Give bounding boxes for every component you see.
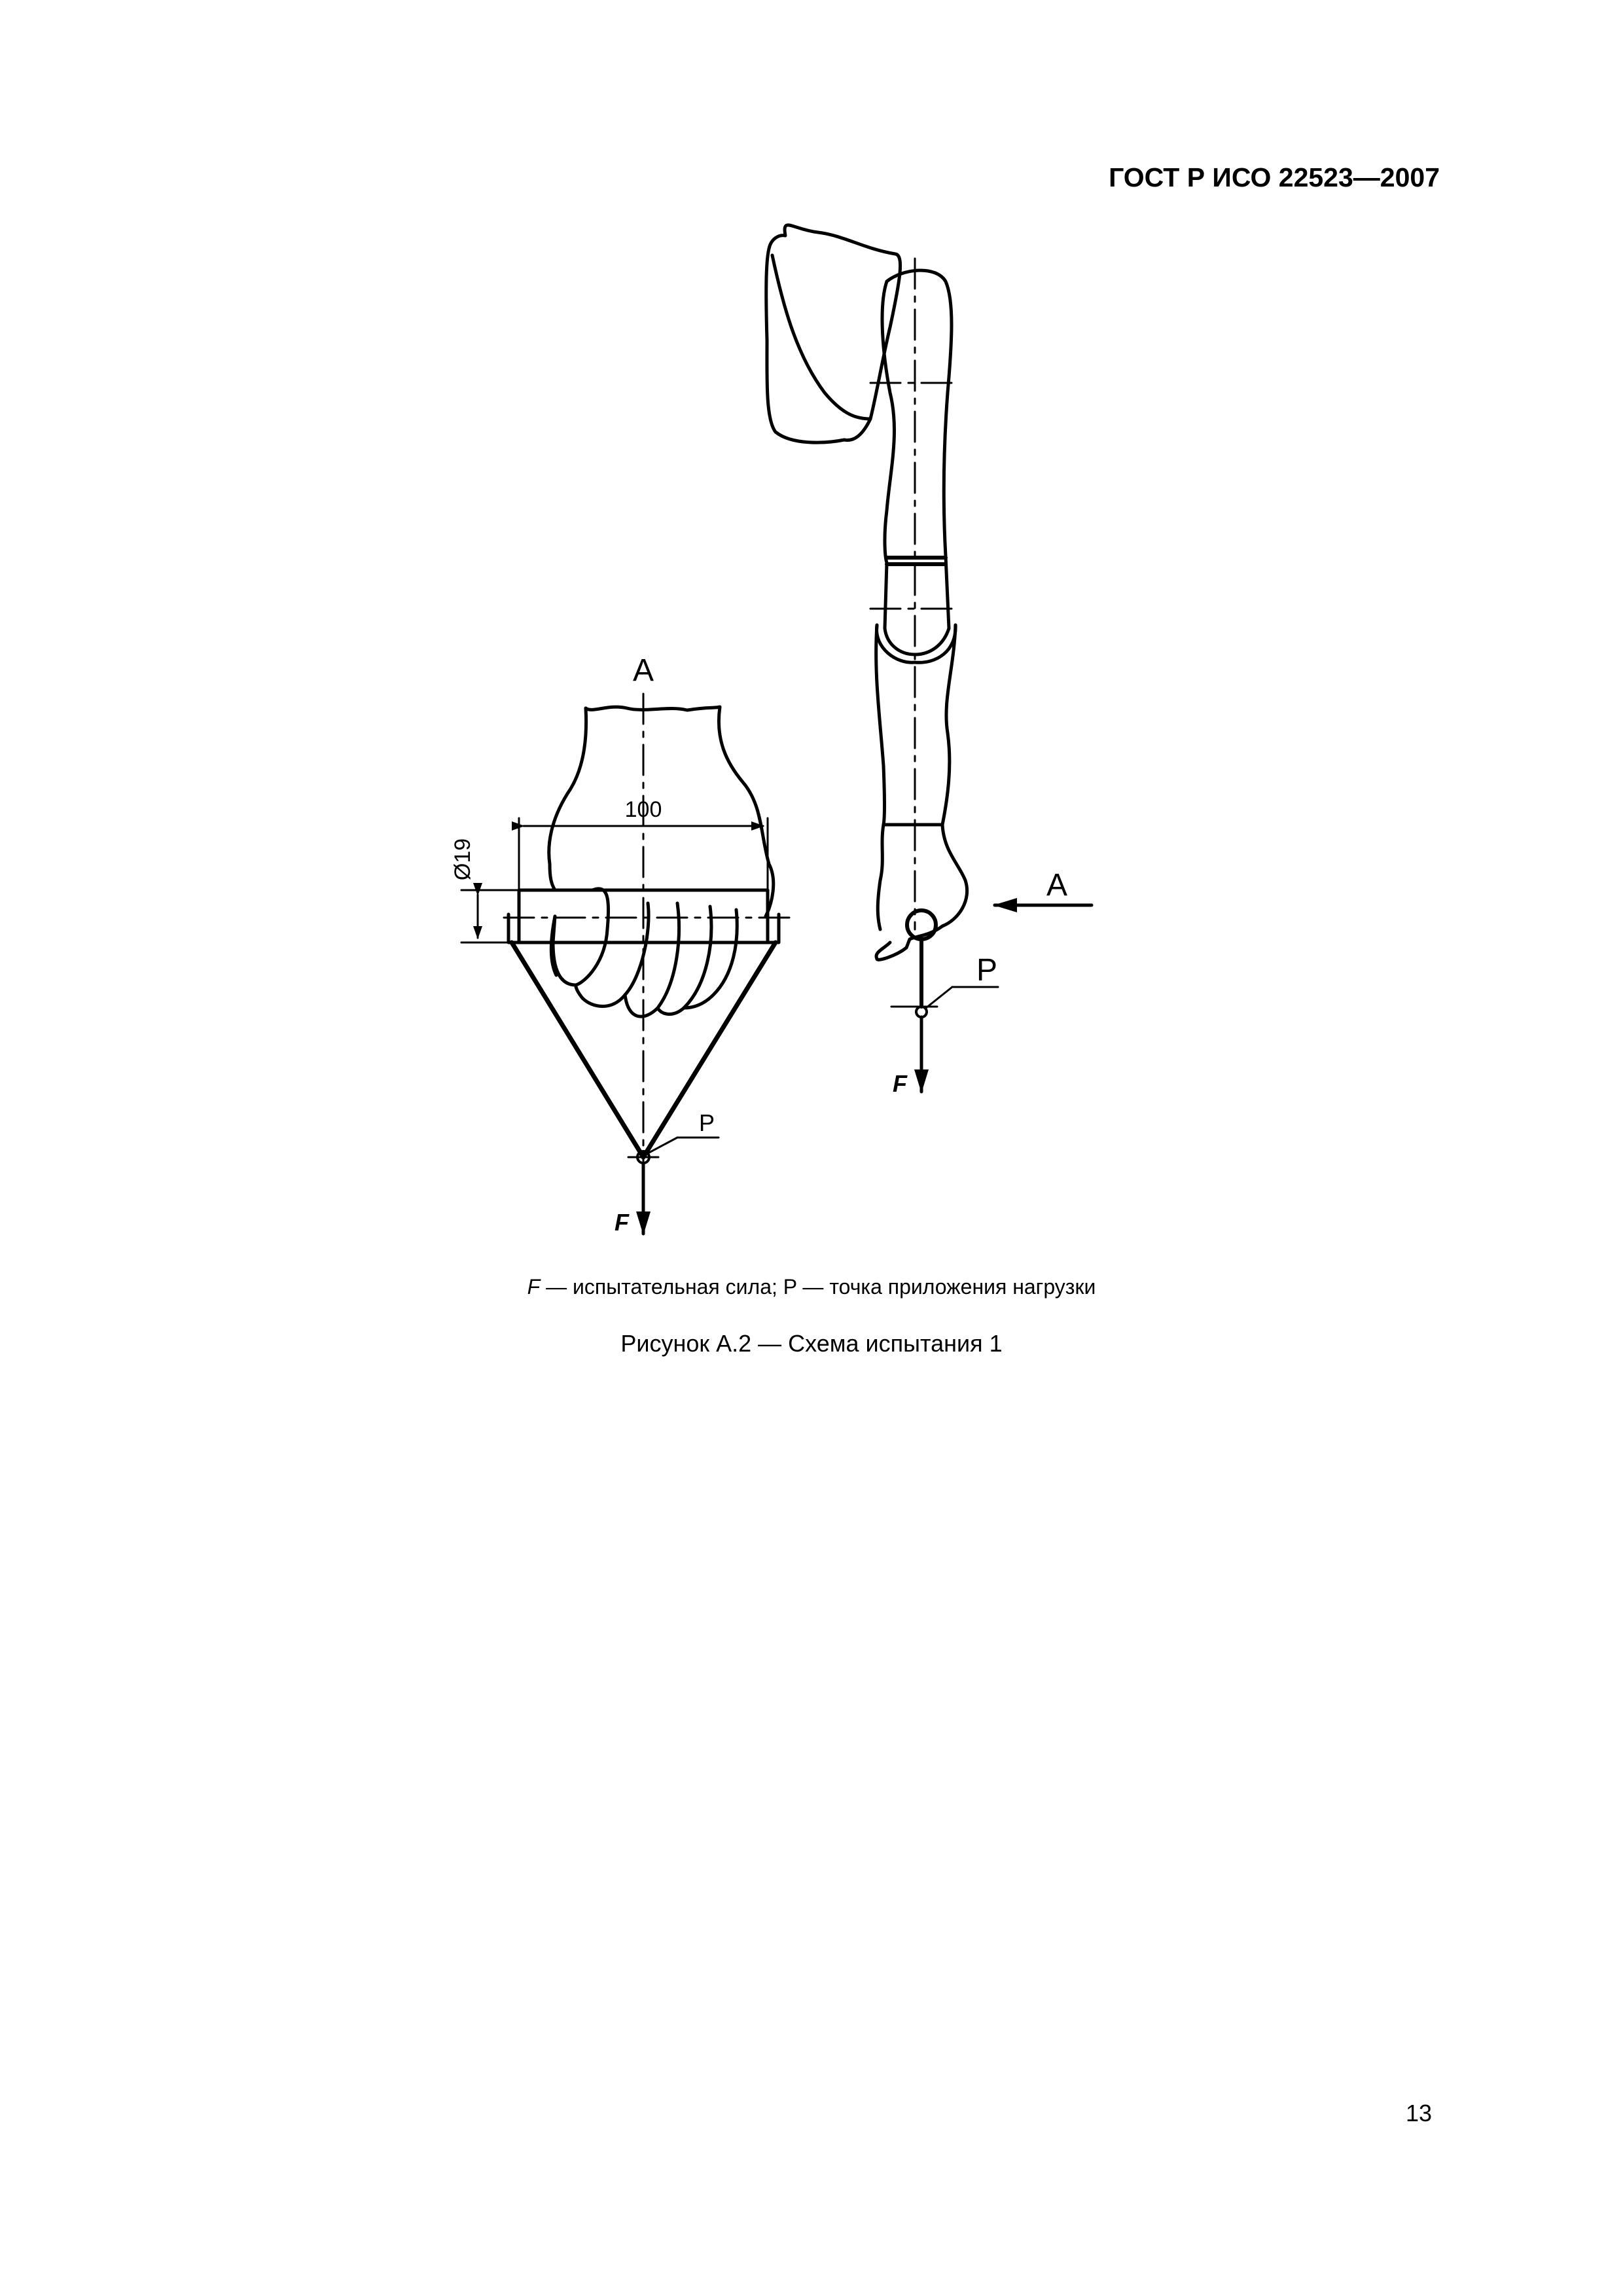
view-label-left: A <box>632 653 654 688</box>
elbow <box>885 628 949 655</box>
hanger-left-leg <box>512 942 643 1157</box>
force-label-right: F <box>893 1070 907 1097</box>
document-header: ГОСТ Р ИСО 22523—2007 <box>1109 162 1440 192</box>
page-number: 13 <box>1405 2100 1432 2126</box>
upper-arm <box>887 270 952 628</box>
point-label-left: P <box>698 1109 715 1136</box>
figure-legend <box>0 1275 1623 1299</box>
finger-3 <box>625 903 679 1016</box>
figure-caption: Рисунок А.2 — Схема испытания 1 <box>620 1330 1003 1357</box>
forearm <box>876 625 885 825</box>
force-label-left: F <box>615 1209 629 1236</box>
legend-f-symbol: F <box>527 1275 541 1299</box>
shoulder-block <box>766 225 901 442</box>
legend-text: — испытательная сила; P — точка приложения нагрузки <box>540 1275 1096 1299</box>
wrist-left-edge <box>549 708 586 890</box>
right-view-arm <box>766 225 1092 1092</box>
hand-side <box>878 825 883 929</box>
dimension-d19-label: Ø19 <box>450 838 475 881</box>
left-view-hand-fixture <box>461 694 792 1234</box>
finger-1 <box>553 889 609 985</box>
point-label-right: P <box>976 953 998 988</box>
hand-outline <box>586 707 774 916</box>
finger-2 <box>576 903 649 1007</box>
dimension-100-label: 100 <box>624 797 662 822</box>
view-label-right: A <box>1046 868 1068 903</box>
